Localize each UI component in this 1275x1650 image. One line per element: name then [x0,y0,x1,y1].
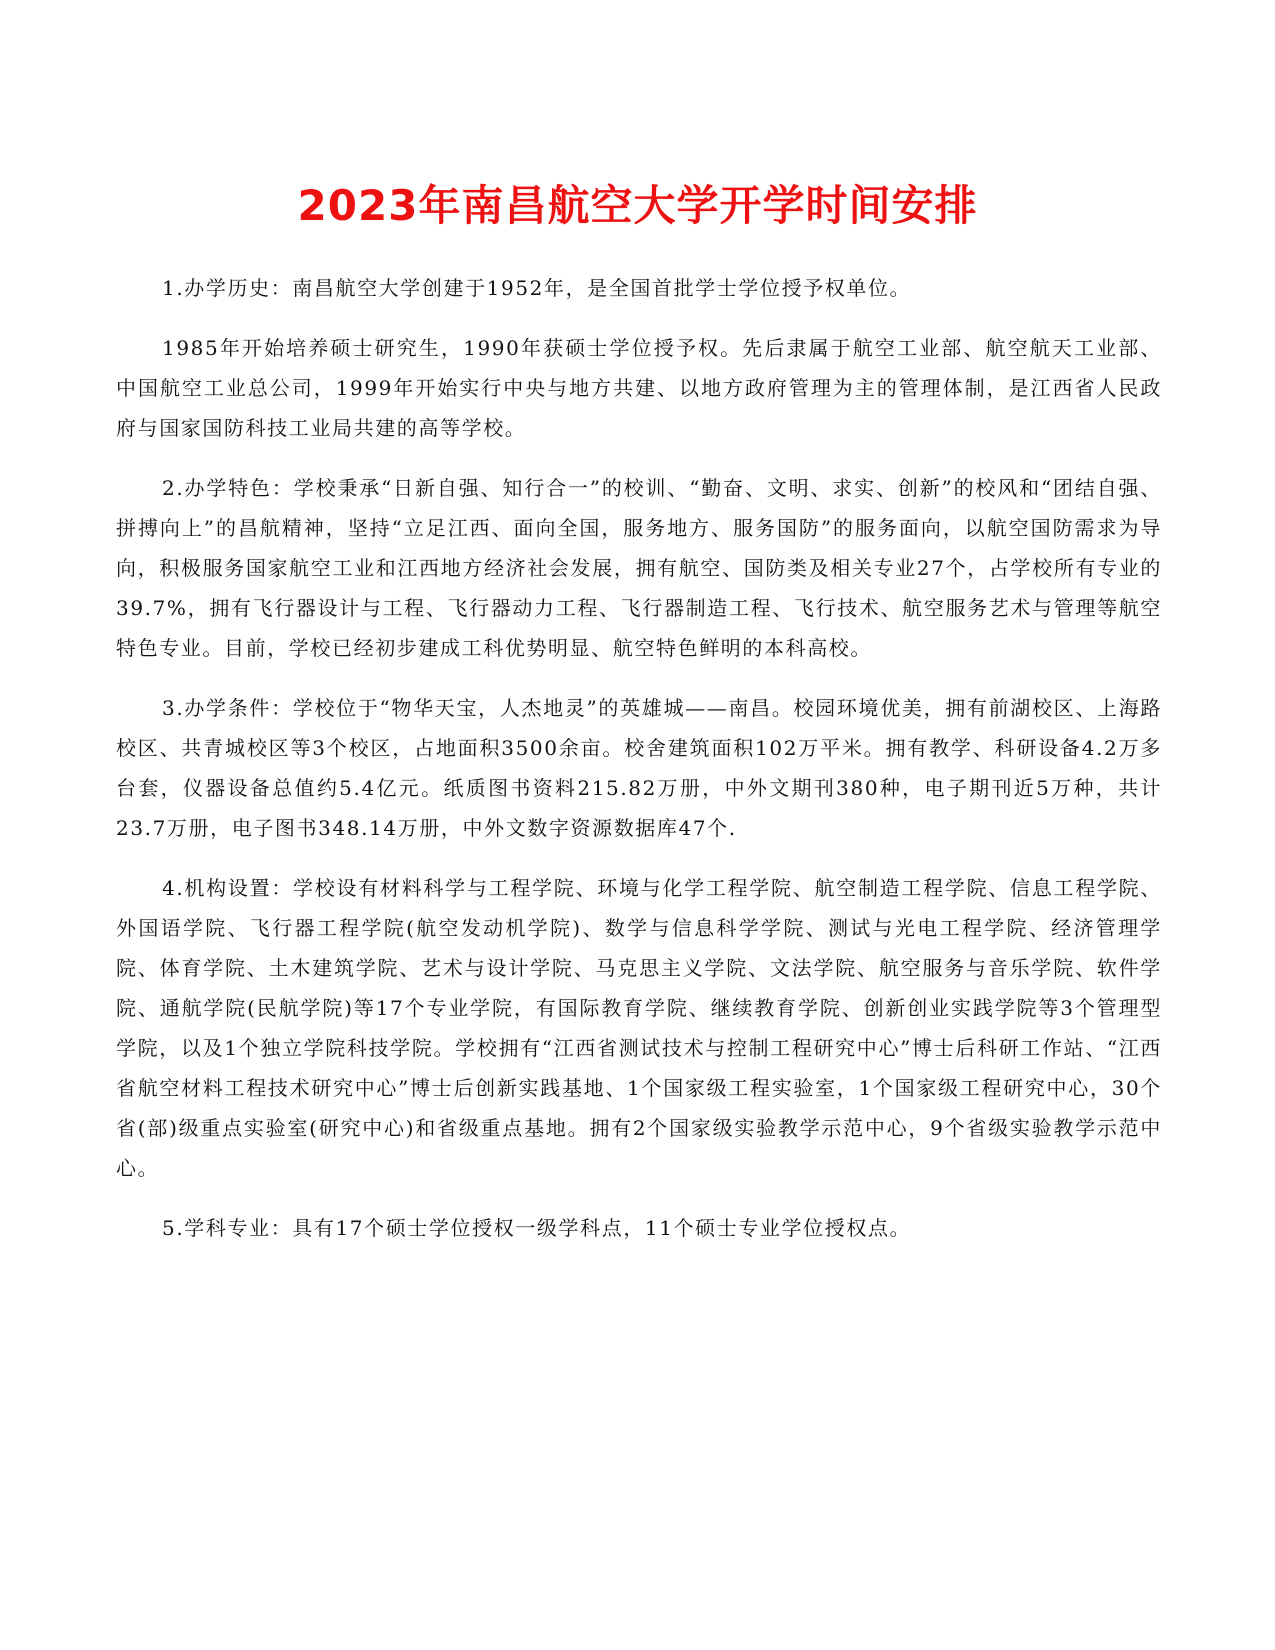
document-title: 2023年南昌航空大学开学时间安排 [297,181,978,230]
paragraph-organization: 4.机构设置：学校设有材料科学与工程学院、环境与化学工程学院、航空制造工程学院、信息工程学院、外国语学院、飞行器工程学院(航空发动机学院)、数学与信息科学学院、测试与光电工程学院、经济管理学院、体育学院、土木建筑学院、艺术与设计学院、马克思主义学院、文法学院、航空服务与音乐学院、软件学院、通航学院(民航学院)等17个专业学院，有国际教育学院、继续教育学院、创新创业实践学院等3个管理型学院，以及1个独立学院科技学院。学校拥有“江西省测试技术与控制工程研究中心”博士后科研工作站、“江西省航空材料工程技术研究中心”博士后创新实践基地、1个国家级工程实验室，1个国家级工程研究中心，30个省(部)级重点实验室(研究中心)和省级重点基地。拥有2个国家级实验教学示范中心，9个省级实验教学示范中心。 [116,876,1162,1180]
paragraph-conditions: 3.办学条件：学校位于“物华天宝，人杰地灵”的英雄城——南昌。校园环境优美，拥有前湖校区、上海路校区、共青城校区等3个校区，占地面积3500余亩。校舍建筑面积102万平米。拥有教学、科研设备4.2万多台套，仪器设备总值约5.4亿元。纸质图书资料215.82万册，中外文期刊380种，电子期刊近5万种，共计23.7万册，电子图书348.14万册，中外文数字资源数据库47个. [116,696,1162,840]
paragraph-history: 1.办学历史：南昌航空大学创建于1952年，是全国首批学士学位授予权单位。 [162,276,912,300]
paragraph-graduate-history: 1985年开始培养硕士研究生，1990年获硕士学位授予权。先后隶属于航空工业部、航空航天工业部、中国航空工业总公司，1999年开始实行中央与地方共建、以地方政府管理为主的管理体制，是江西省人民政府与国家国防科技工业局共建的高等学校。 [116,336,1162,440]
paragraph-disciplines: 5.学科专业：具有17个硕士学位授权一级学科点，11个硕士专业学位授权点。 [162,1216,912,1240]
paragraph-characteristics: 2.办学特色：学校秉承“日新自强、知行合一”的校训、“勤奋、文明、求实、创新”的校风和“团结自强、拼搏向上”的昌航精神，坚持“立足江西、面向全国，服务地方、服务国防”的服务面向，以航空国防需求为导向，积极服务国家航空工业和江西地方经济社会发展，拥有航空、国防类及相关专业27个，占学校所有专业的39.7%，拥有飞行器设计与工程、飞行器动力工程、飞行器制造工程、飞行技术、航空服务艺术与管理等航空特色专业。目前，学校已经初步建成工科优势明显、航空特色鲜明的本科高校。 [116,476,1162,660]
document-body [116,268,1162,1268]
